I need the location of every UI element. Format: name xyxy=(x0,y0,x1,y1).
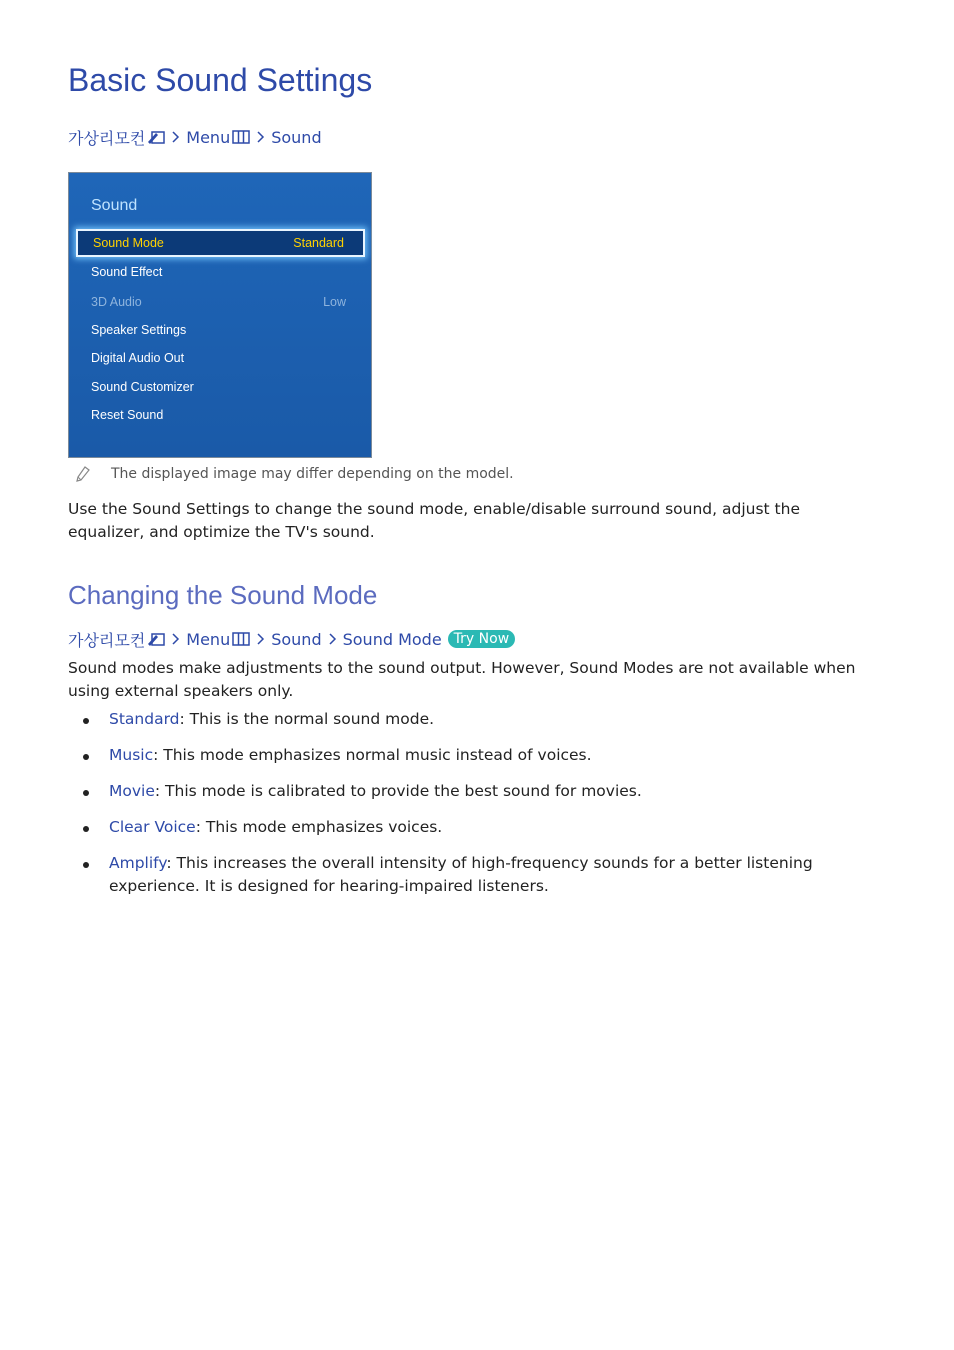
tv-menu-item-sound-effect[interactable]: Sound Effect xyxy=(91,265,163,279)
virtual-remote-icon xyxy=(147,129,165,145)
list-item-clear-voice: Clear Voice: This mode emphasizes voices. xyxy=(68,816,878,839)
tv-menu-item-sound-mode[interactable]: Sound Mode Standard xyxy=(76,229,365,257)
tv-menu-item-value: Low xyxy=(323,295,346,309)
list-item-standard: Standard: This is the normal sound mode. xyxy=(68,708,878,731)
breadcrumb-item-menu: Menu xyxy=(186,128,250,147)
tv-menu-item-sound-customizer[interactable]: Sound Customizer xyxy=(91,380,194,394)
image-note: The displayed image may differ depending on the model. xyxy=(76,466,514,482)
chevron-right-icon xyxy=(172,633,180,645)
breadcrumb-sound-mode xyxy=(68,628,515,650)
tv-menu-item-value: Standard xyxy=(293,236,344,250)
try-now-button[interactable]: Try Now xyxy=(448,630,515,648)
tv-sound-menu xyxy=(68,172,372,458)
list-item-movie: Movie: This mode is calibrated to provide the best sound for movies. xyxy=(68,780,878,803)
breadcrumb-item-remote: 가상리모컨 xyxy=(68,628,165,651)
chevron-right-icon xyxy=(329,633,337,645)
tv-menu-item-digital-audio-out[interactable]: Digital Audio Out xyxy=(91,351,185,365)
sound-mode-list xyxy=(68,708,878,911)
bullet-icon xyxy=(83,718,89,724)
breadcrumb-item-menu: Menu xyxy=(186,630,250,649)
bullet-icon xyxy=(83,790,89,796)
breadcrumb-item-sound-mode: Sound Mode xyxy=(342,629,442,649)
page-title: Basic Sound Settings xyxy=(68,62,373,98)
bullet-icon xyxy=(83,826,89,832)
tv-menu-item-speaker-settings[interactable]: Speaker Settings xyxy=(91,323,187,337)
chevron-right-icon xyxy=(257,633,265,645)
breadcrumb-item-sound: Sound xyxy=(271,127,322,147)
breadcrumb-sound-settings xyxy=(68,126,322,148)
list-item-amplify: Amplify: This increases the overall intensity of high-frequency sounds for a better listening experience. It is designed for hearing-impaired listeners. xyxy=(68,852,878,898)
chevron-right-icon xyxy=(172,131,180,143)
tv-menu-item-reset-sound[interactable]: Reset Sound xyxy=(91,408,164,422)
list-item-music: Music: This mode emphasizes normal music instead of voices. xyxy=(68,744,878,767)
menu-icon xyxy=(232,130,250,144)
menu-icon xyxy=(232,632,250,646)
breadcrumb-item-remote: 가상리모컨 xyxy=(68,126,165,149)
sound-mode-paragraph: Sound modes make adjustments to the sound output. However, Sound Modes are not available when using external speakers only. xyxy=(68,659,856,700)
bullet-icon xyxy=(83,754,89,760)
chevron-right-icon xyxy=(257,131,265,143)
pencil-note-icon xyxy=(76,466,90,482)
intro-paragraph: Use the Sound Settings to change the sound mode, enable/disable surround sound, adjust the equalizer, and optimize the TV's sound. xyxy=(68,500,800,541)
tv-menu-title: Sound xyxy=(91,197,138,214)
section-title-changing-sound-mode: Changing the Sound Mode xyxy=(68,580,378,610)
tv-menu-item-3d-audio: 3D Audio Low xyxy=(91,295,346,309)
bullet-icon xyxy=(83,862,89,868)
breadcrumb-item-sound: Sound xyxy=(271,629,322,649)
virtual-remote-icon xyxy=(147,631,165,647)
